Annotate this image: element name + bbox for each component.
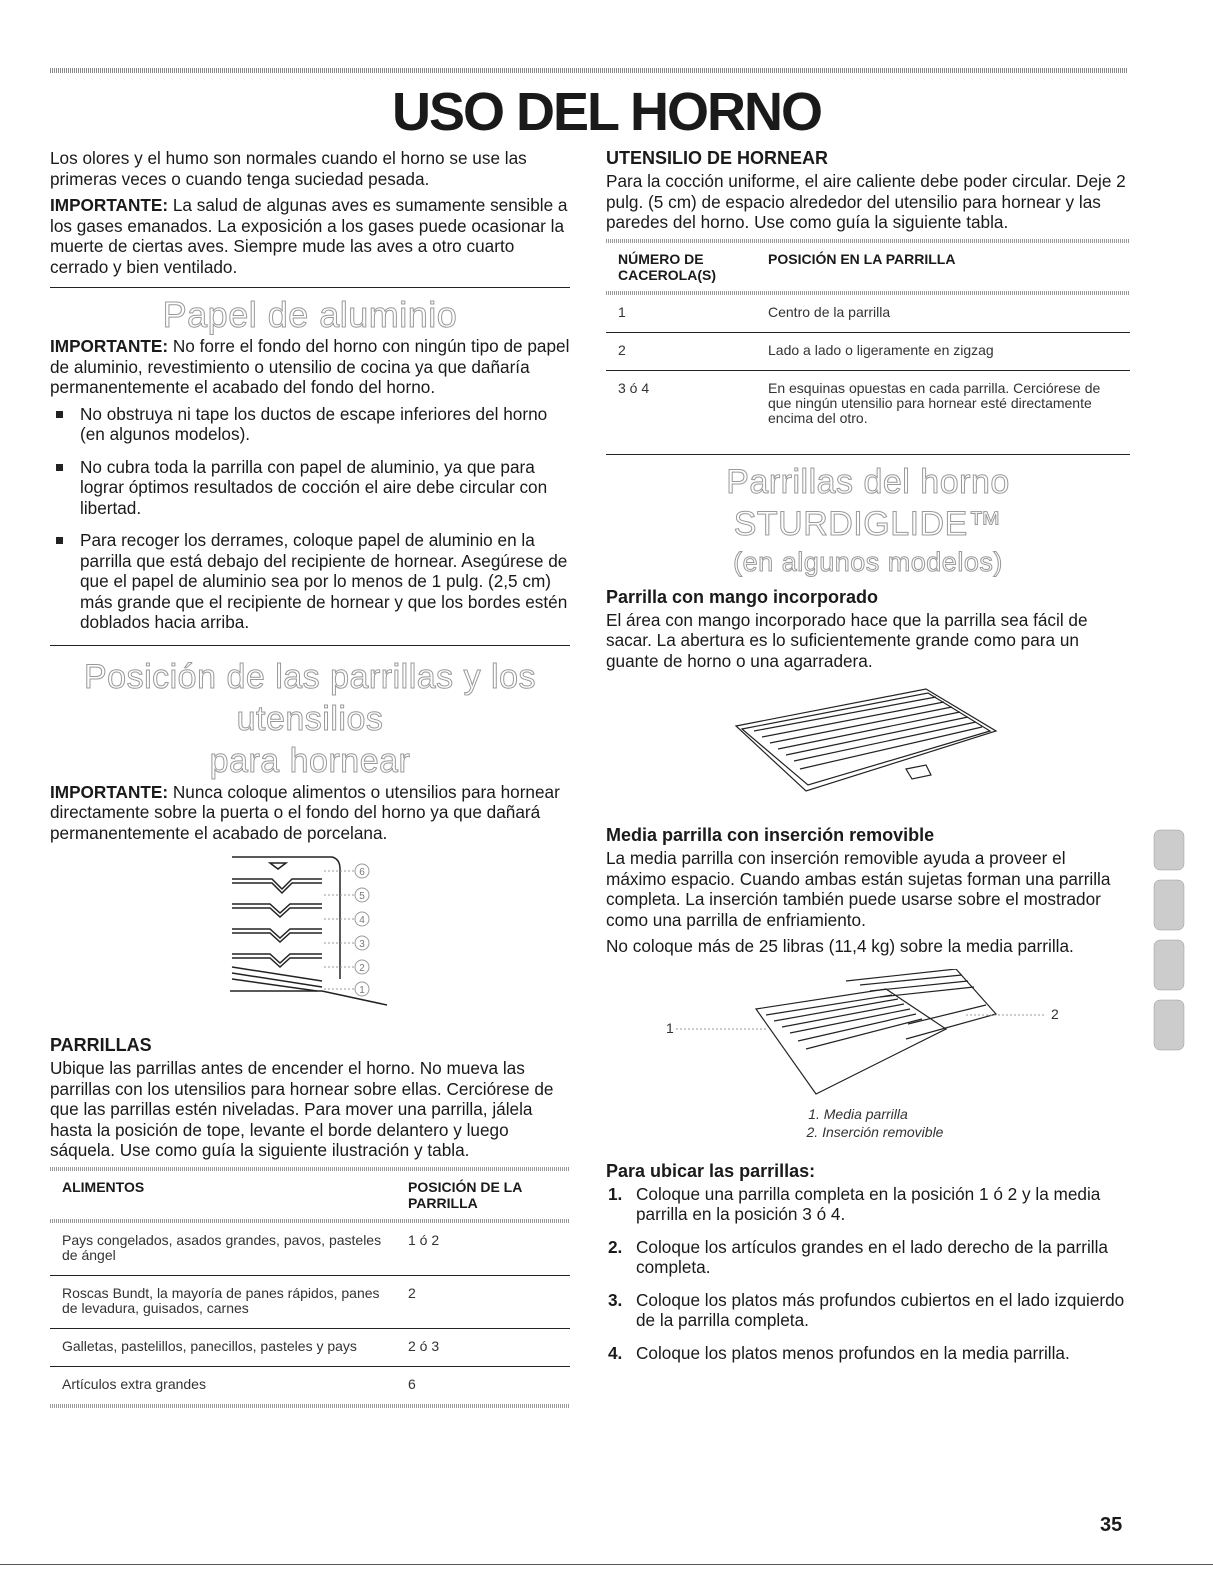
divider — [50, 287, 570, 288]
top-dotted-rule — [50, 68, 1128, 73]
step-text: Coloque los platos más profundos cubiertos en el lado izquierdo de la parrilla completa. — [636, 1289, 1125, 1330]
racks-heading: PARRILLAS — [50, 1035, 152, 1055]
place-racks-heading: Para ubicar las parrillas: — [606, 1160, 816, 1181]
left-column — [50, 148, 570, 1408]
oven-rack-positions-illustration — [222, 849, 422, 1011]
table-row — [50, 1366, 570, 1404]
important-label: IMPORTANTE: — [50, 195, 169, 215]
bakeware-heading: UTENSILIO DE HORNEAR — [606, 148, 829, 168]
bottom-rule — [0, 1564, 1213, 1565]
foil-important — [50, 336, 570, 398]
table-header: POSICIÓN EN LA PARRILLA — [768, 250, 956, 267]
bakeware-table-body — [606, 295, 1130, 455]
foil-bullet-list — [50, 404, 570, 633]
sturdiglide-heading: Parrillas del horno STURDIGLIDE™ — [726, 462, 1010, 543]
table-cell: En esquinas opuestas en cada parrilla. Cerciórese de que ningún utensilio para hornear esté directamente encima del otro. — [756, 370, 1130, 454]
important-label: IMPORTANTE: — [50, 781, 169, 802]
table-row — [50, 1223, 570, 1276]
intro-paragraph: Los olores y el humo son normales cuando el horno se use las primeras veces o cuando tenga suciedad pesada. — [50, 148, 527, 189]
page-title: USO DEL HORNO — [391, 82, 822, 142]
racks-table-body — [50, 1223, 570, 1404]
rack-number: 5 — [359, 891, 365, 902]
table-row — [50, 1275, 570, 1328]
important-label: IMPORTANTE: — [50, 336, 169, 356]
list-item — [606, 1290, 1130, 1331]
list-item: No cubra toda la parrilla con papel de aluminio, ya que para lograr óptimos resultados de cocción el aire debe circular con libertad. — [50, 457, 570, 519]
birds-warning-text: La salud de algunas aves es sumamente sensible a los gases emanados. La exposición a los gases puede ocasionar la muerte de ciertas aves. Siempre mude las aves a otro cuarto cerrado y bien ventilado. — [50, 195, 568, 277]
table-cell: Centro de la parrilla — [756, 295, 1130, 333]
handle-rack-illustration — [726, 681, 1026, 801]
bakeware-text: Para la cocción uniforme, el aire caliente debe poder circular. Deje 2 pulg. (5 cm) de espacio alrededor del utensilio para hornear y las paredes del horno. Use como guía la siguiente tabla. — [606, 171, 1126, 232]
table-row — [606, 295, 1130, 333]
table-header-row — [606, 243, 1130, 291]
table-header-row — [50, 1171, 570, 1219]
foil-heading: Papel de aluminio — [162, 294, 458, 335]
rack-number: 4 — [359, 915, 365, 926]
birds-warning — [50, 195, 570, 277]
foil-important-text: No forre el fondo del horno con ningún tipo de papel de aluminio, revestimiento o utensilio de cocina ya que dañaría permanentemente el acabado del fondo del horno. — [50, 336, 570, 397]
half-rack-text: La media parrilla con inserción removible ayuda a proveer el máximo espacio. Cuando ambas están sujetas forman una parrilla completa. La inserción también puede usarse sobre el mostrador como una parrilla de enfriamiento. — [606, 848, 1111, 930]
half-rack-heading: Media parrilla con inserción removible — [606, 825, 935, 845]
step-text: Coloque los platos menos profundos en la media parrilla. — [636, 1342, 1070, 1363]
step-number: 4. — [608, 1342, 623, 1363]
step-number: 1. — [608, 1183, 623, 1204]
table-cell: 2 — [396, 1275, 570, 1328]
rack-number: 3 — [359, 939, 365, 950]
bakeware-table — [606, 243, 1130, 291]
table-row — [50, 1328, 570, 1366]
list-item — [606, 1237, 1130, 1278]
table-cell: 1 — [606, 295, 756, 333]
handle-rack-heading: Parrilla con mango incorporado — [606, 586, 879, 607]
position-heading-line2: para hornear — [209, 741, 411, 780]
half-rack-weight: No coloque más de 25 libras (11,4 kg) sobre la media parrilla. — [606, 936, 1074, 956]
table-cell: Artículos extra grandes — [62, 1375, 206, 1392]
place-racks-steps — [606, 1184, 1130, 1364]
table-cell: 1 ó 2 — [396, 1223, 570, 1276]
list-item: Para recoger los derrames, coloque papel de aluminio en la parrilla que está debajo del recipiente de hornear. Asegúrese de que el papel de aluminio sea por lo menos de 1 pulg. (2,5 cm) más grande que el recipiente de hornear y que los bordes estén doblados hacia arriba. — [50, 530, 570, 633]
table-cell: 2 ó 3 — [396, 1328, 570, 1366]
step-number: 3. — [608, 1289, 623, 1310]
rack-number: 1 — [359, 985, 365, 996]
rack-number: 6 — [359, 867, 365, 878]
right-column — [606, 148, 1130, 1375]
rack-number: 2 — [359, 963, 365, 974]
table-cell: Lado a lado o ligeramente en zigzag — [756, 332, 1130, 370]
table-row — [606, 332, 1130, 370]
position-important-text: Nunca coloque alimentos o utensilios para hornear directamente sobre la puerta o el fondo del horno ya que dañará permanentemente el acabado de porcelana. — [50, 781, 560, 843]
callout-1: 1 — [666, 1019, 674, 1036]
dotted-rule — [50, 1404, 570, 1408]
list-item: No obstruya ni tape los ductos de escape inferiores del horno (en algunos modelos). — [50, 404, 570, 445]
table-cell: 2 — [606, 332, 756, 370]
step-number: 2. — [608, 1236, 623, 1257]
step-text: Coloque los artículos grandes en el lado derecho de la parrilla completa. — [636, 1236, 1108, 1277]
sturdiglide-subheading: (en algunos modelos) — [733, 546, 1003, 577]
table-cell: Pays congelados, asados grandes, pavos, pasteles de ángel — [50, 1223, 396, 1276]
racks-table — [50, 1171, 570, 1219]
position-important — [50, 782, 570, 844]
handle-rack-text: El área con mango incorporado hace que la parrilla sea fácil de sacar. La abertura es lo suficientemente grande como para un guante de horno o una agarradera. — [606, 609, 1088, 671]
list-item — [606, 1184, 1130, 1225]
list-item — [606, 1343, 1130, 1364]
figure-caption: 1. Media parrilla — [808, 1105, 908, 1122]
table-cell: 6 — [408, 1375, 416, 1392]
figure-caption: 2. Inserción removible — [806, 1123, 944, 1140]
position-heading: Posición de las parrillas y los utensilios — [83, 657, 537, 738]
divider — [50, 645, 570, 646]
step-text: Coloque una parrilla completa en la posición 1 ó 2 y la media parrilla en la posición 3 ó 4. — [636, 1183, 1101, 1224]
table-cell: Galletas, pastelillos, panecillos, pasteles y pays — [50, 1328, 396, 1366]
table-row — [606, 370, 1130, 454]
table-header: ALIMENTOS — [62, 1178, 145, 1195]
table-header: POSICIÓN DE LA PARRILLA — [408, 1178, 522, 1211]
half-rack-illustration — [646, 969, 1086, 1099]
callout-2: 2 — [1051, 1005, 1059, 1022]
table-cell: Roscas Bundt, la mayoría de panes rápidos, panes de levadura, guisados, carnes — [50, 1275, 396, 1328]
table-cell: 3 ó 4 — [606, 370, 756, 454]
page-number: 35 — [1100, 1514, 1123, 1536]
racks-text: Ubique las parrillas antes de encender el horno. No mueva las parrillas con los utensilios para hornear sobre ellas. Cerciórese de que las parrillas estén niveladas. Para mover una parrilla, jálela hasta la posición de tope, levante el borde delantero y luego sáquela. Use como guía la siguiente ilustración y tabla. — [50, 1058, 554, 1160]
table-header: NÚMERO DE CACEROLA(S) — [618, 250, 716, 283]
side-language-tab — [1150, 820, 1190, 1060]
